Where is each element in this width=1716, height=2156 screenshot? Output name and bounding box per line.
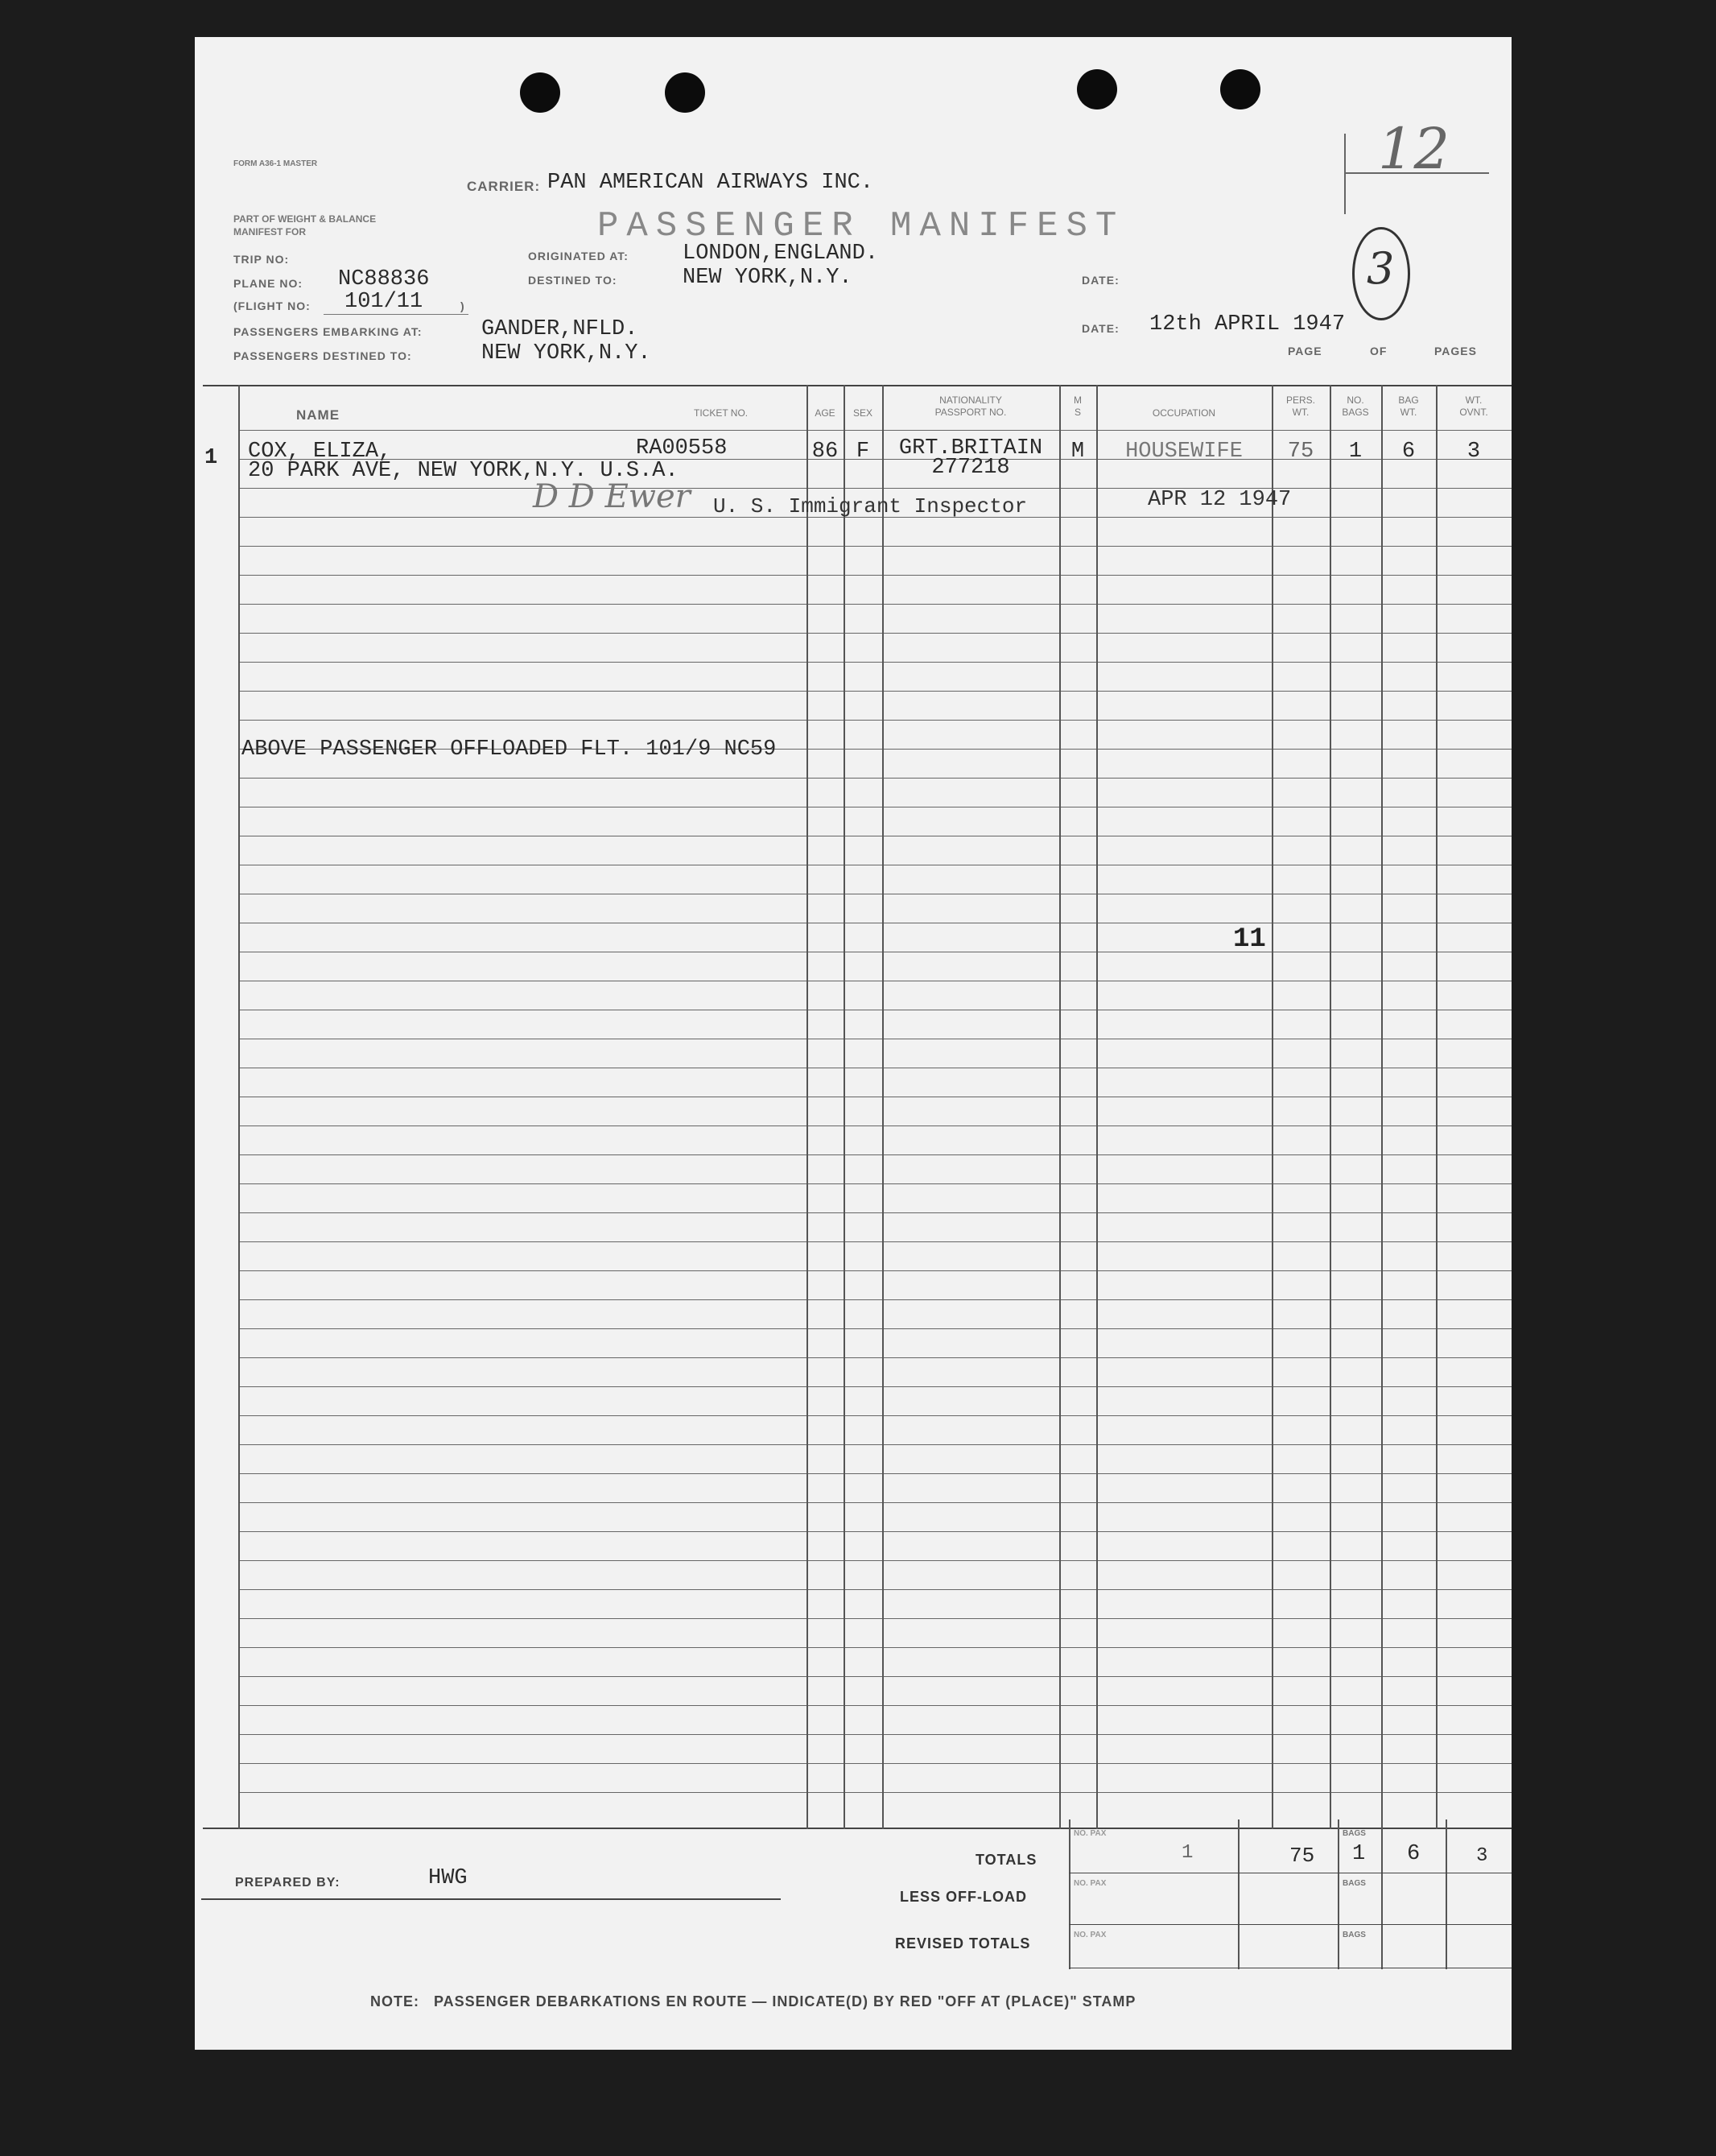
inspector-title: U. S. Immigrant Inspector (713, 494, 1028, 518)
table-rule (238, 1299, 1512, 1300)
row-number: 1 (204, 446, 218, 470)
flight-paren: ) (460, 299, 465, 312)
offload-note: ABOVE PASSENGER OFFLOADED FLT. 101/9 NC59 (241, 737, 777, 762)
ticket-number: RA00558 (636, 436, 728, 461)
revised-totals-label: REVISED TOTALS (895, 1935, 1031, 1952)
col-no-bags: NO. BAGS (1342, 394, 1369, 418)
table-rule (238, 1328, 1512, 1329)
stamp-date: APR 12 1947 (1148, 488, 1292, 512)
destined: NEW YORK,N.Y. (683, 266, 852, 290)
date-label-1: DATE: (1082, 274, 1120, 287)
total-overnight: 3 (1476, 1845, 1488, 1867)
total-bags: 1 (1352, 1842, 1366, 1866)
table-rule (238, 1676, 1512, 1677)
circled-number-text: 3 (1367, 243, 1395, 294)
table-rule (238, 1618, 1512, 1619)
plane-number: NC88836 (338, 267, 430, 291)
flight-number: 101/11 (344, 290, 423, 314)
embarking-label: PASSENGERS EMBARKING AT: (233, 325, 423, 338)
prepared-label: PREPARED BY: (235, 1876, 340, 1890)
pers-weight: 75 (1287, 440, 1314, 464)
bags-label: BAGS (1343, 1829, 1366, 1838)
totals-label: TOTALS (976, 1852, 1037, 1868)
punch-hole (520, 72, 560, 113)
total-pax: 1 (1182, 1842, 1194, 1864)
table-rule (238, 546, 1512, 547)
no-bags: 1 (1348, 440, 1363, 464)
page-label: PAGE (1288, 345, 1322, 357)
punch-hole (1077, 69, 1117, 109)
table-rule (238, 691, 1512, 692)
total-bag-weight: 6 (1407, 1842, 1421, 1866)
marital-status: M (1070, 440, 1085, 464)
bags-label: BAGS (1343, 1931, 1366, 1939)
bag-weight: 6 (1401, 440, 1416, 464)
total-weight: 75 (1289, 1844, 1315, 1868)
pax-destined-label: PASSENGERS DESTINED TO: (233, 349, 412, 362)
passenger-name: COX, ELIZA, (248, 440, 392, 464)
passenger-sex: F (856, 440, 870, 464)
table-rule (238, 1444, 1512, 1445)
table-rule (238, 1560, 1512, 1561)
table-rule (238, 1473, 1512, 1474)
trip-label: TRIP NO: (233, 253, 290, 266)
table-rule (238, 1647, 1512, 1648)
col-wt-ovnt: WT. OVNT. (1459, 394, 1488, 418)
table-rule (238, 430, 1512, 431)
page-mark: 12 (1378, 116, 1450, 182)
table-rule (238, 1357, 1512, 1358)
part-of-label: PART OF WEIGHT & BALANCE MANIFEST FOR (233, 213, 377, 237)
table-rule (238, 1531, 1512, 1532)
col-pers-wt: PERS. WT. (1285, 394, 1315, 418)
table-rule (238, 575, 1512, 576)
table-rule (238, 1415, 1512, 1416)
page-title: PASSENGER MANIFEST (597, 206, 1125, 246)
date-label-2: DATE: (1082, 322, 1120, 335)
table-rule (238, 488, 1512, 489)
inspector-signature: D D Ewer (533, 478, 691, 515)
flight-label: (FLIGHT NO: (233, 299, 311, 312)
manifest-date: 12th APRIL 1947 (1149, 312, 1346, 337)
col-sex: SEX (852, 407, 872, 419)
col-ms: M S (1074, 394, 1082, 418)
mark-11: 11 (1233, 924, 1266, 955)
carrier: PAN AMERICAN AIRWAYS INC. (547, 171, 874, 195)
col-occupation: OCCUPATION (1152, 407, 1216, 419)
manifest-page (195, 37, 1512, 2050)
less-offload-label: LESS OFF-LOAD (900, 1889, 1027, 1905)
prepared-by: HWG (428, 1866, 468, 1890)
originated: LONDON,ENGLAND. (683, 242, 879, 266)
table-rule (238, 1589, 1512, 1590)
pages-label: PAGES (1434, 345, 1477, 357)
table-rule (238, 1734, 1512, 1735)
table-rule (238, 1154, 1512, 1155)
table-rule (238, 1183, 1512, 1184)
table-rule (238, 1792, 1512, 1793)
occupation: HOUSEWIFE (1125, 440, 1243, 464)
carrier-label: CARRIER: (467, 179, 541, 194)
bags-label: BAGS (1343, 1879, 1366, 1888)
table-rule (238, 662, 1512, 663)
wt-overnight: 3 (1466, 440, 1481, 464)
originated-label: ORIGINATED AT: (528, 250, 629, 262)
no-pax-label: NO. PAX (1074, 1829, 1107, 1838)
table-rule (238, 1386, 1512, 1387)
passenger-nationality: GRT.BRITAIN (898, 436, 1043, 461)
table-rule (238, 1705, 1512, 1706)
col-bag-wt: BAG WT. (1398, 394, 1419, 418)
col-age: AGE (815, 407, 835, 419)
col-nationality: NATIONALITY PASSPORT NO. (934, 394, 1007, 418)
destined-label: DESTINED TO: (528, 274, 617, 287)
passenger-address: 20 PARK AVE, NEW YORK,N.Y. U.S.A. (248, 459, 679, 483)
table-rule (238, 1241, 1512, 1242)
no-pax-label: NO. PAX (1074, 1879, 1107, 1888)
table-rule (238, 604, 1512, 605)
table-rule (238, 1763, 1512, 1764)
passenger-age: 86 (811, 440, 839, 464)
footer-note: NOTE: PASSENGER DEBARKATIONS EN ROUTE — INDICATE(D) BY RED "OFF AT (PLACE)" STAMP (370, 1993, 1136, 2009)
table-rule (238, 633, 1512, 634)
table-rule (238, 720, 1512, 721)
col-name: NAME (296, 407, 340, 423)
table-rule (238, 1125, 1512, 1126)
passport-number: 277218 (931, 456, 1010, 480)
punch-hole (665, 72, 705, 113)
table-rule (238, 1212, 1512, 1213)
plane-label: PLANE NO: (233, 277, 303, 290)
pax-destined: NEW YORK,N.Y. (481, 341, 651, 366)
col-ticket: TICKET NO. (694, 407, 749, 419)
of-label: OF (1370, 345, 1388, 357)
no-pax-label: NO. PAX (1074, 1931, 1107, 1939)
table-rule (238, 778, 1512, 779)
table-rule (238, 1270, 1512, 1271)
table-rule (238, 1502, 1512, 1503)
punch-hole (1220, 69, 1260, 109)
embarking: GANDER,NFLD. (481, 317, 638, 341)
form-number: FORM A36-1 MASTER (233, 159, 318, 168)
